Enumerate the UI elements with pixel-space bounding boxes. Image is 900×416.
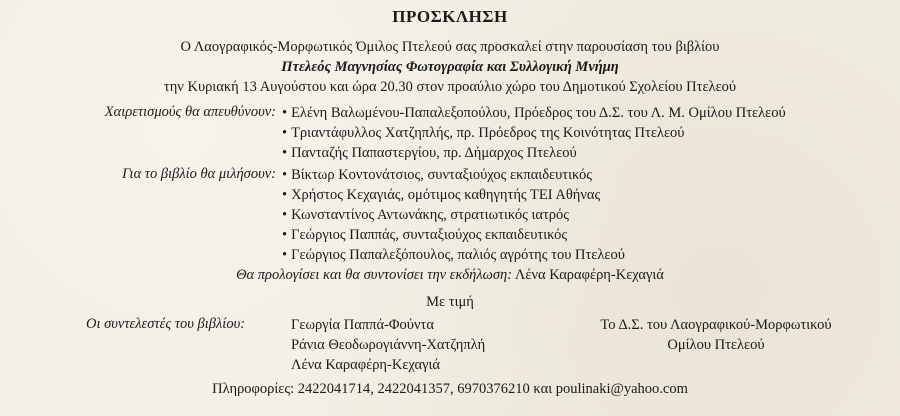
contributor-name: Λένα Καραφέρη-Κεχαγιά: [291, 357, 441, 373]
bullet-icon: •: [282, 167, 288, 183]
event-datetime-line: την Κυριακή 13 Αυγούστου και ώρα 20.30 στον προαύλιο χώρο του Δημοτικού Σχολείου Πτελεού: [163, 79, 737, 95]
list-item: [282, 165, 625, 185]
bullet-icon: •: [282, 227, 288, 243]
greetings-list: [282, 103, 786, 163]
list-item: [282, 225, 625, 245]
list-item: [282, 205, 625, 225]
contributor-name: Ράνια Θεοδωρογιάννη-Χατζηπλή: [291, 337, 486, 353]
contributors-list: [291, 315, 485, 375]
invitation-title: ΠΡΟΣΚΛΗΣΗ: [392, 7, 508, 26]
speaker-name: Κωνσταντίνος Αντωνάκης, στρατιωτικός ιατρός: [291, 207, 569, 223]
speakers-list: [282, 165, 625, 265]
list-item: [282, 103, 786, 123]
bullet-icon: •: [282, 207, 288, 223]
bullet-icon: •: [282, 105, 288, 121]
speaker-name: Γεώργιος Παπαλεξόπουλος, παλιός αγρότης του Πτελεού: [291, 247, 625, 263]
bullet-icon: •: [282, 247, 288, 263]
bullet-icon: •: [282, 187, 288, 203]
speaker-name: Χρήστος Κεχαγιάς, ομότιμος καθηγητής ΤΕΙ Αθήνας: [291, 187, 601, 203]
intro-line: Ο Λαογραφικός-Μορφωτικός Όμιλος Πτελεού σας προσκαλεί στην παρουσίαση του βιβλίου: [180, 39, 720, 55]
speakers-label: Για το βιβλίο θα μιλήσουν:: [122, 166, 276, 182]
coordinator-name: Λένα Καραφέρη-Κεχαγιά: [514, 267, 664, 283]
coordinator-label: Θα προλογίσει και θα συντονίσει την εκδήλωση:: [236, 267, 513, 283]
contributor-name: Γεωργία Παππά-Φούντα: [291, 317, 434, 333]
regards-text: Με τιμή: [426, 294, 474, 310]
greeting-speaker: Ελένη Βαλωμένου-Παπαλεξοπούλου, Πρόεδρος του Δ.Σ. του Λ. Μ. Ομίλου Πτελεού: [291, 105, 786, 121]
bullet-icon: •: [282, 125, 288, 141]
list-item: [282, 123, 786, 143]
speaker-name: Βίκτωρ Κοντονάτσιος, συνταξιούχος εκπαιδευτικός: [291, 167, 593, 183]
contributors-label: Οι συντελεστές του βιβλίου:: [86, 316, 246, 332]
board-line: Το Δ.Σ. του Λαογραφικού-Μορφωτικού: [600, 317, 832, 333]
list-item: [282, 245, 625, 265]
list-item: [282, 143, 786, 163]
bullet-icon: •: [282, 145, 288, 161]
greeting-speaker: Πανταζής Παπαστεργίου, πρ. Δήμαρχος Πτελεού: [291, 145, 577, 161]
board-signature: [540, 315, 892, 355]
speaker-name: Γεώργιος Παππάς, συνταξιούχος εκπαιδευτικός: [291, 227, 568, 243]
coordinator-line: [0, 267, 900, 284]
board-line: Ομίλου Πτελεού: [667, 337, 765, 353]
greetings-label: Χαιρετισμούς θα απευθύνουν:: [104, 104, 276, 120]
contact-info: Πληροφορίες: 2422041714, 2422041357, 6970376210 και poulinaki@yahoo.com: [212, 381, 688, 397]
book-title: Πτελεός Μαγνησίας Φωτογραφία και Συλλογική Μνήμη: [281, 59, 619, 75]
list-item: [282, 185, 625, 205]
greeting-speaker: Τριαντάφυλλος Χατζηπλής, πρ. Πρόεδρος της Κοινότητας Πτελεού: [291, 125, 685, 141]
